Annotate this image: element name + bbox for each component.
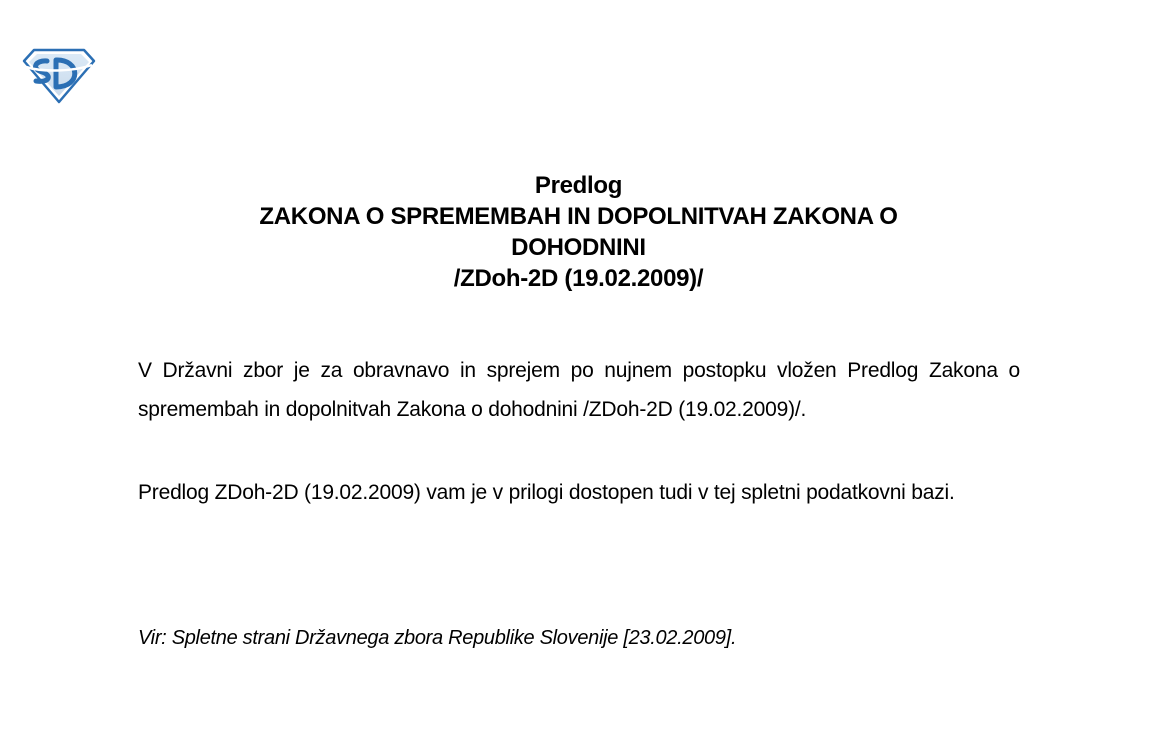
title-line-law-name-cont: DOHODNINI	[511, 234, 646, 261]
title-line-predlog: Predlog	[534, 172, 623, 199]
title-line-law-name: ZAKONA O SPREMEMBAH IN DOPOLNITVAH ZAKONA O	[259, 203, 898, 230]
source-citation: Vir: Spletne strani Državnega zbora Republike Slovenije [23.02.2009].	[138, 627, 737, 649]
document-title	[0, 170, 1157, 294]
title-line-law-code: /ZDoh-2D (19.02.2009)/	[453, 265, 704, 292]
body-paragraph-2: Predlog ZDoh-2D (19.02.2009) vam je v prilogi dostopen tudi v tej spletni podatkovni bazi.	[138, 481, 955, 504]
body-paragraph-1: V Državni zbor je za obravnavo in sprejem po nujnem postopku vložen Predlog Zakona o spremembah in dopolnitvah Zakona o dohodnini /ZDoh-2D (19.02.2009)/.	[138, 359, 1020, 421]
sd-shield-logo-icon	[22, 47, 96, 105]
